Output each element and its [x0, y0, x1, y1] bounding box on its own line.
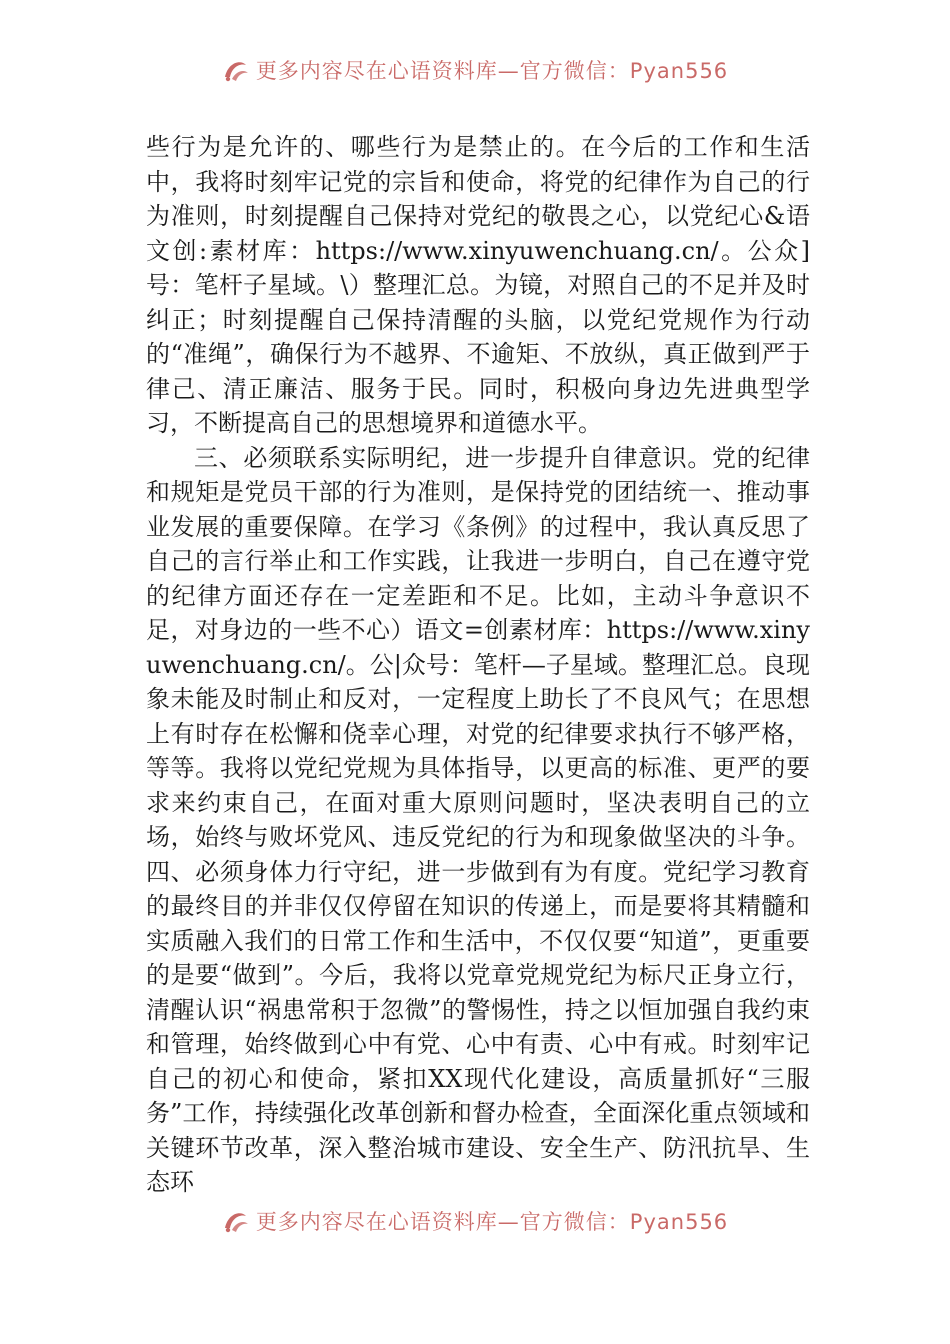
footer-watermark	[0, 1206, 950, 1236]
footer-watermark-text: 更多内容尽在心语资料库—官方微信：Pyan556	[255, 1210, 729, 1234]
header-watermark-text: 更多内容尽在心语资料库—官方微信：Pyan556	[255, 59, 729, 83]
paragraph-1: 些行为是允许的、哪些行为是禁止的。在今后的工作和生活中，我将时刻牢记党的宗旨和使命，将党的纪律作为自己的行为准则，时刻提醒自己保持对党纪的敬畏之心，以党纪心&语文创:素材库：https://www.xinyuwenchuang.cn/。公众]号：笔杆子星域。\）整理汇总。为镜，对照自己的不足并及时纠正；时刻提醒自己保持清醒的头脑，以党纪党规作为行动的“准绳”，确保行为不越界、不逾矩、不放纵，真正做到严于律己、清正廉洁、服务于民。同时，积极向身边先进典型学习，不断提高自己的思想境界和道德水平。	[146, 133, 810, 437]
paragraph-2: 三、必须联系实际明纪，进一步提升自律意识。党的纪律和规矩是党员干部的行为准则，是保持党的团结统一、推动事业发展的重要保障。在学习《条例》的过程中，我认真反思了自己的言行举止和工作实践，让我进一步明白，自己在遵守党的纪律方面还存在一定差距和不足。比如，主动斗争意识不足，对身边的一些不心）语文=创素材库：https://www.xinyuwenchuang.cn/。公|众号：笔杆—子星域。整理汇总。良现象未能及时制止和反对，一定程度上助长了不良风气；在思想上有时存在松懈和侥幸心理，对党的纪律要求执行不够严格，等等。我将以党纪党规为具体指导，以更高的标准、更严的要求来约束自己，在面对重大原则问题时，坚决表明自己的立场，始终与败坏党风、违反党纪的行为和现象做坚决的斗争。四、必须身体力行守纪，进一步做到有为有度。党纪学习教育的最终目的并非仅仅停留在知识的传递上，而是要将其精髓和实质融入我们的日常工作和生活中，不仅仅要“知道”，更重要的是要“做到”。今后，我将以党章党规党纪为标尺正身立行，清醒认识“祸患常积于忽微”的警惕性，持之以恒加强自我约束和管理，始终做到心中有党、心中有责、心中有戒。时刻牢记自己的初心和使命，紧扣XX现代化建设，高质量抓好“三服务”工作，持续强化改革创新和督办检查，全面深化重点领域和关键环节改革，深入整治城市建设、安全生产、防汛抗旱、生态环	[146, 443, 810, 1196]
header-watermark	[0, 55, 950, 85]
document-body	[146, 130, 810, 1200]
brand-logo-icon	[222, 57, 250, 83]
brand-logo-icon	[222, 1208, 250, 1234]
